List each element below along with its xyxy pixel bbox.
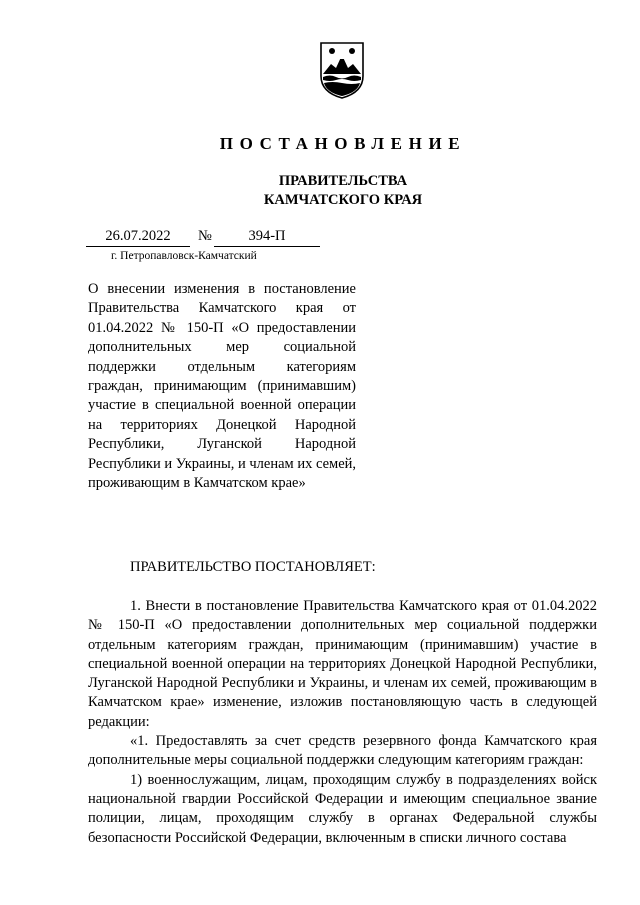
decree-heading: ПРАВИТЕЛЬСТВО ПОСТАНОВЛЯЕТ: <box>130 559 376 575</box>
body-paragraph-3: 1) военнослужащим, лицам, проходящим службу в подразделениях войск национальной гвардии Российской Федерации и имеющим специальное звание полиции, лицам, проходящим службу в органах Федеральной службы безопасности Российской Федерации, включенным в списки личного состава <box>88 771 597 846</box>
body-paragraph-2: «1. Предоставлять за счет средств резервного фонда Камчатского края дополнительные меры социальной поддержки следующим категориям граждан: <box>88 733 597 769</box>
issuer-name <box>0 172 640 210</box>
city-of-issue: г. Петропавловск-Камчатский <box>111 250 257 262</box>
document-number: 394-П <box>214 228 320 247</box>
issuer-line-1: ПРАВИТЕЛЬСТВА <box>278 173 408 189</box>
document-body <box>88 597 597 848</box>
issuer-line-2: КАМЧАТСКОГО КРАЯ <box>263 192 423 208</box>
number-sign: № <box>198 228 212 244</box>
document-date: 26.07.2022 <box>86 228 190 247</box>
coat-of-arms-icon <box>318 40 366 100</box>
document-type-title: ПОСТАНОВЛЕНИЕ <box>219 134 467 153</box>
body-paragraph-1: 1. Внести в постановление Правительства Камчатского края от 01.04.2022 № 150-П «О предоставлении дополнительных мер социальной поддержки отдельным категориям граждан, принимающим (принимавшим) участие в специальной военной операции на территориях Донецкой Народной Республики, Луганской Народной Республики и Украины, и членам их семей, проживающим в Камчатском крае» изменение, изложив постановляющую часть в следующей редакции: <box>88 598 597 730</box>
document-subject: О внесении изменения в постановление Правительства Камчатского края от 01.04.2022 № 150-П «О предоставлении дополнительных мер социальной поддержки отдельным категориям граждан, принимающим (принимавшим) участие в специальной военной операции на территориях Донецкой Народной Республики, Луганской Народной Республики и Украины, и членам их семей, проживающим в Камчатском крае» <box>88 281 357 492</box>
